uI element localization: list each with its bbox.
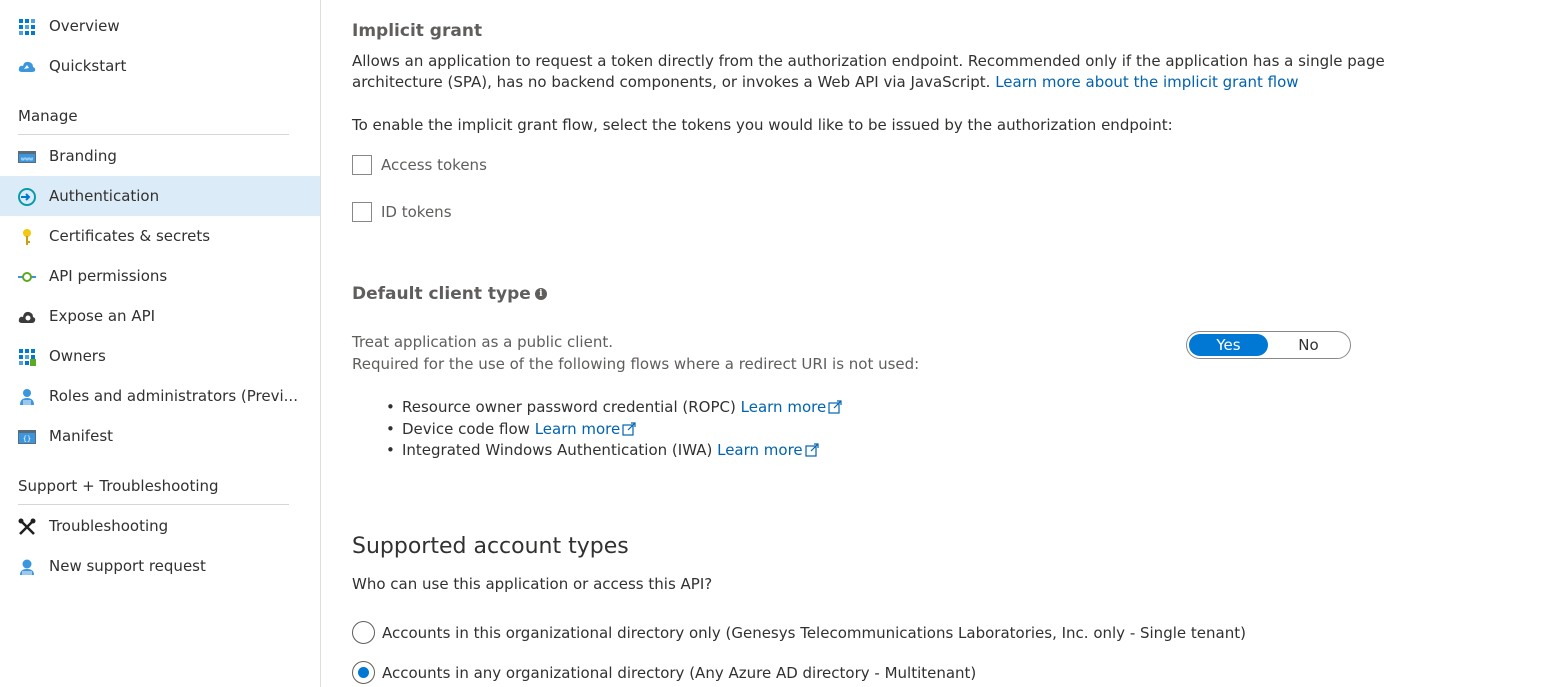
grid-icon [18,18,36,36]
implicit-grant-instruction: To enable the implicit grant flow, select the tokens you would like to be issued by the authorization endpoint: [352,116,1173,134]
divider [18,504,289,505]
list-item [386,398,842,420]
tools-icon [18,518,36,536]
flow-text: Integrated Windows Authentication (IWA) [402,441,713,459]
implicit-grant-desc-line1: Allows an application to request a token directly from the authorization endpoint. Recommended only if the application has a single page [352,52,1385,70]
sidebar-item-label: Quickstart [49,57,127,75]
id-tokens-checkbox[interactable] [352,202,372,222]
sidebar-item-manifest[interactable] [0,416,320,456]
sidebar-item-certificates[interactable] [0,216,320,256]
multitenant-label: Accounts in any organizational directory (Any Azure AD directory - Multitenant) [382,664,977,682]
learn-more-link[interactable]: Learn more [534,419,621,438]
support-person-icon [18,558,36,576]
sidebar-item-authentication[interactable] [0,176,320,216]
multitenant-radio[interactable] [352,661,375,684]
account-types-question: Who can use this application or access this API? [352,575,713,593]
list-item [386,420,842,442]
sidebar-item-label: New support request [49,557,206,575]
default-client-type-title [352,284,547,304]
branding-icon [18,148,36,166]
cloud-gear-icon [18,308,36,326]
sidebar-item-label: Overview [49,17,120,35]
sidebar-item-label: Roles and administrators (Previ... [49,387,298,405]
svg-text:{}: {} [22,435,32,443]
sidebar-item-label: Expose an API [49,307,156,325]
default-client-type-title-text: Default client type [352,284,531,304]
id-tokens-label: ID tokens [381,203,452,221]
manage-section-header: Manage [18,107,78,125]
sidebar-item-owners[interactable] [0,336,320,376]
single-tenant-radio[interactable] [352,621,375,644]
owners-grid-icon [18,348,36,366]
supported-account-types-title: Supported account types [352,534,629,559]
key-icon [18,228,36,246]
sidebar-item-label: Authentication [49,187,160,205]
divider [18,134,289,135]
external-link-icon[interactable] [828,400,842,414]
cloud-icon [18,58,36,76]
svg-text:www: www [20,156,34,163]
sidebar-item-quickstart[interactable] [0,46,320,86]
toggle-yes-option[interactable]: Yes [1189,334,1268,356]
sidebar-item-label: API permissions [49,267,168,285]
learn-more-link[interactable]: Learn more [717,441,803,459]
access-tokens-checkbox[interactable] [352,155,372,175]
sidebar-item-label: Manifest [49,427,114,445]
flow-text: Resource owner password credential (ROPC) [402,398,736,416]
authentication-icon [18,188,36,206]
sidebar-item-branding[interactable] [0,136,320,176]
single-tenant-label: Accounts in this organizational directory only (Genesys Telecommunications Laboratories, Inc. only - Single tenant) [382,624,1246,642]
sidebar-item-label: Troubleshooting [49,517,169,535]
api-permissions-icon [18,268,36,286]
sidebar-item-label: Branding [49,147,117,165]
implicit-grant-desc-text: architecture (SPA), has no backend components, or invokes a Web API via JavaScript. [352,73,991,91]
implicit-grant-title: Implicit grant [352,21,483,41]
external-link-icon[interactable] [805,443,819,457]
sidebar-item-label: Certificates & secrets [49,227,211,245]
info-icon[interactable]: i [535,288,547,300]
access-tokens-label: Access tokens [381,156,487,174]
sidebar-item-label: Owners [49,347,106,365]
learn-more-link[interactable]: Learn more [740,398,827,416]
toggle-no-option[interactable]: No [1298,336,1319,354]
manifest-icon [18,428,36,446]
public-client-required-text: Required for the use of the following flows where a redirect URI is not used: [352,355,920,373]
sidebar-item-expose-api[interactable] [0,296,320,336]
sidebar-item-roles[interactable] [0,376,320,416]
list-item [386,441,842,463]
sidebar [0,0,321,687]
external-link-icon[interactable] [622,422,636,436]
public-client-toggle[interactable] [1186,331,1351,359]
implicit-grant-desc-line2 [352,72,1299,93]
sidebar-item-overview[interactable] [0,6,320,46]
sidebar-item-new-support-request[interactable] [0,546,320,586]
flows-list [386,398,842,463]
main-content [352,0,1532,687]
support-section-header: Support + Troubleshooting [18,477,219,495]
flow-text: Device code flow [402,419,530,438]
implicit-grant-learn-more-link[interactable]: Learn more about the implicit grant flow [995,73,1299,91]
sidebar-item-troubleshooting[interactable] [0,506,320,546]
user-roles-icon [18,388,36,406]
public-client-text: Treat application as a public client. [352,333,613,351]
sidebar-item-api-permissions[interactable] [0,256,320,296]
